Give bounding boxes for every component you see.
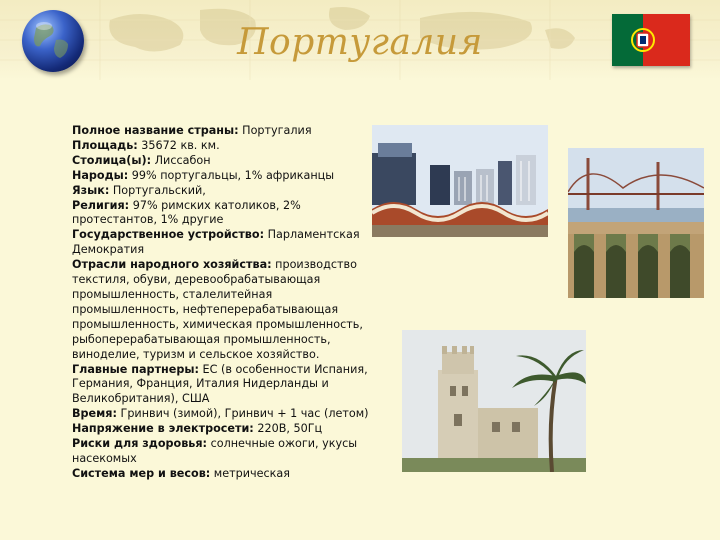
info-row: Религия: 97% римских католиков, 2% протестантов, 1% другие — [72, 198, 301, 227]
country-info — [72, 124, 382, 482]
info-row: Время: Гринвич (зимой), Гринвич + 1 час (летом) — [72, 407, 369, 421]
photo-belem-tower — [402, 330, 586, 472]
info-row: Полное название страны: Португалия — [72, 124, 312, 137]
info-row: Напряжение в электросети: 220В, 50Гц — [72, 422, 323, 436]
info-row: Система мер и весов: метрическая — [72, 466, 291, 480]
photo-modern-buildings — [372, 125, 548, 237]
info-row: Народы: 99% португальцы, 1% африканцы — [72, 168, 335, 182]
info-row: Государственное устройство: Парламентская Демократия — [72, 228, 360, 257]
info-row: Отрасли народного хозяйства: производство текстиля, обуви, деревообрабатывающая промышленность, сталелитейная промышленность, нефтеперерабатывающая промышленность, химическая промышленность, рыбоперерабатывающая промышленность, винoделие, туризм и сельское хозяйство. — [72, 258, 363, 361]
info-row: Язык: Португальский, — [72, 183, 206, 197]
portugal-flag-icon — [612, 14, 690, 66]
photo-bridge-aqueduct — [568, 148, 704, 298]
page-title: Португалия — [237, 22, 483, 63]
info-row: Площадь: 35672 кв. км. — [72, 138, 220, 152]
info-row: Главные партнеры: ЕС (в особенности Испания, Германия, Франция, Италия Нидерланды и Великобритания), США — [72, 362, 368, 406]
info-row: Столица(ы): Лиссабон — [72, 153, 211, 167]
info-row: Риски для здоровья: солнечные ожоги, укусы насекомых — [72, 437, 358, 465]
